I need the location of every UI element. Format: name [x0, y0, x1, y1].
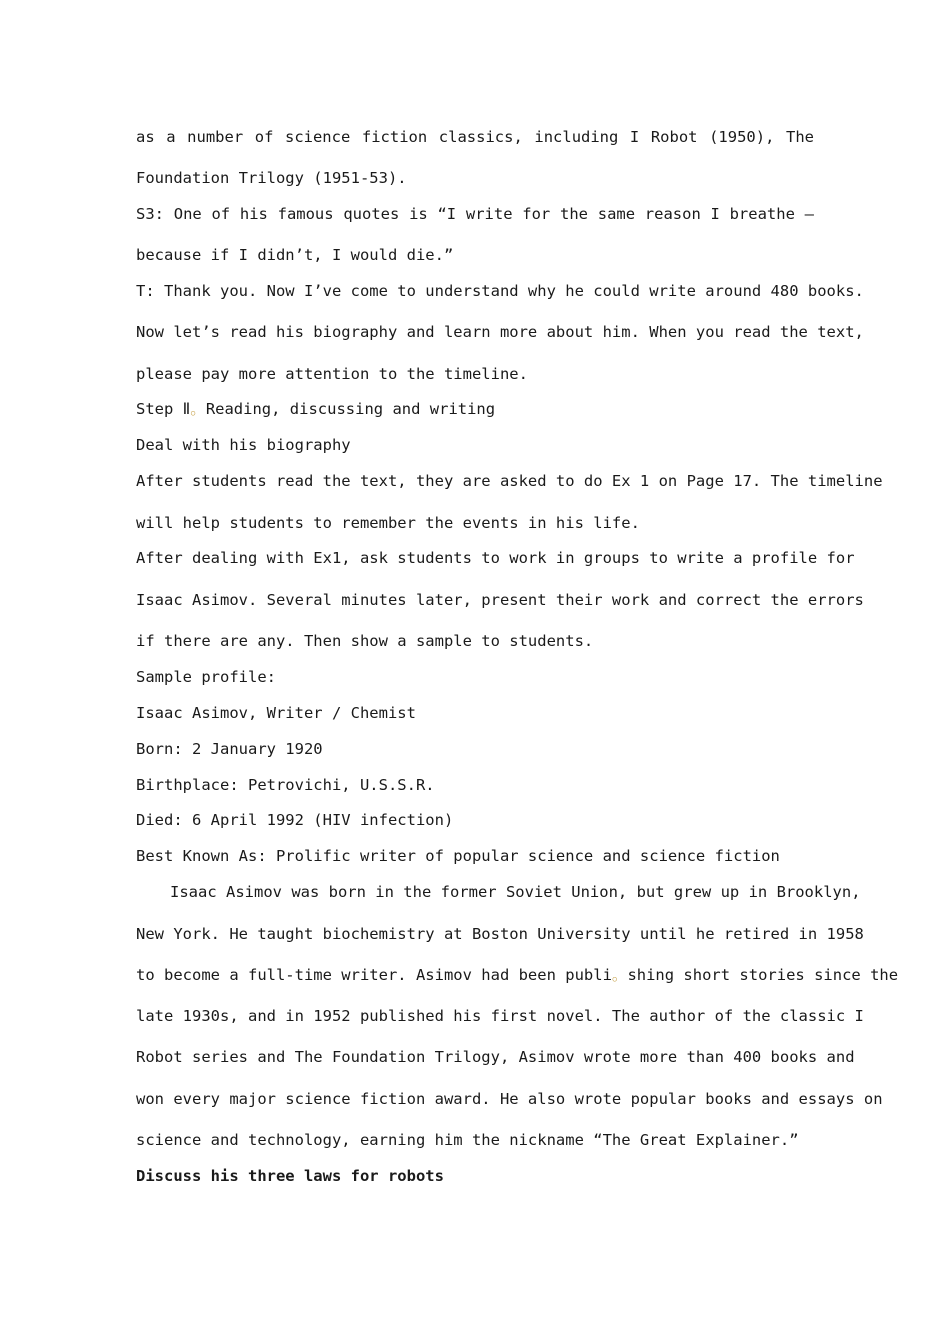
profile-born: Born: 2 January 1920 — [136, 740, 323, 758]
text-line: Isaac Asimov was born in the former Soviet Union, but grew up in Brooklyn, — [170, 883, 861, 901]
text-line: if there are any. Then show a sample to students. — [136, 632, 594, 650]
step-prefix: Step Ⅱ — [136, 400, 191, 418]
profile-birthplace: Birthplace: Petrovichi, U.S.S.R. — [136, 776, 435, 794]
text-line: New York. He taught biochemistry at Boston University until he retired in 1958 — [136, 925, 864, 943]
step-heading — [136, 399, 814, 419]
text-line: Foundation Trilogy (1951-53). — [136, 169, 407, 187]
text-line: Now let’s read his biography and learn more about him. When you read the text, — [136, 323, 864, 341]
step-dot: 。 — [190, 400, 206, 418]
profile-died: Died: 6 April 1992 (HIV infection) — [136, 811, 454, 829]
sample-label: Sample profile: — [136, 668, 276, 686]
text-line: After students read the text, they are asked to do Ex 1 on Page 17. The timeline — [136, 472, 883, 490]
text-line: Isaac Asimov. Several minutes later, present their work and correct the errors — [136, 591, 864, 609]
text-line — [136, 965, 899, 985]
text-line: Robot series and The Foundation Trilogy, Asimov wrote more than 400 books and — [136, 1048, 855, 1066]
text-line: won every major science fiction award. He also wrote popular books and essays on — [136, 1090, 883, 1108]
step-title: Reading, discussing and writing — [205, 400, 496, 418]
text-line: as a number of science fiction classics, including I Robot (1950), The — [136, 128, 814, 146]
profile-name: Isaac Asimov, Writer / Chemist — [136, 704, 416, 722]
section-heading: Discuss his three laws for robots — [136, 1167, 444, 1185]
text-line: S3: One of his famous quotes is “I write for the same reason I breathe — — [136, 205, 814, 223]
text-line: After dealing with Ex1, ask students to work in groups to write a profile for — [136, 549, 855, 567]
profile-known-as: Best Known As: Prolific writer of popular science and science fiction — [136, 847, 780, 865]
text-line: T: Thank you. Now I’ve come to understand why he could write around 480 books. — [136, 282, 864, 300]
subheading: Deal with his biography — [136, 436, 351, 454]
stray-dot: 。 — [611, 966, 628, 984]
text-fragment: to become a full-time writer. Asimov had been publi — [136, 966, 612, 984]
text-line: science and technology, earning him the nickname “The Great Explainer.” — [136, 1131, 799, 1149]
text-line: because if I didn’t, I would die.” — [136, 246, 454, 264]
text-line: late 1930s, and in 1952 published his first novel. The author of the classic I — [136, 1007, 864, 1025]
text-line: will help students to remember the events in his life. — [136, 514, 640, 532]
text-line: please pay more attention to the timeline. — [136, 365, 528, 383]
text-fragment: shing short stories since the — [627, 966, 899, 984]
